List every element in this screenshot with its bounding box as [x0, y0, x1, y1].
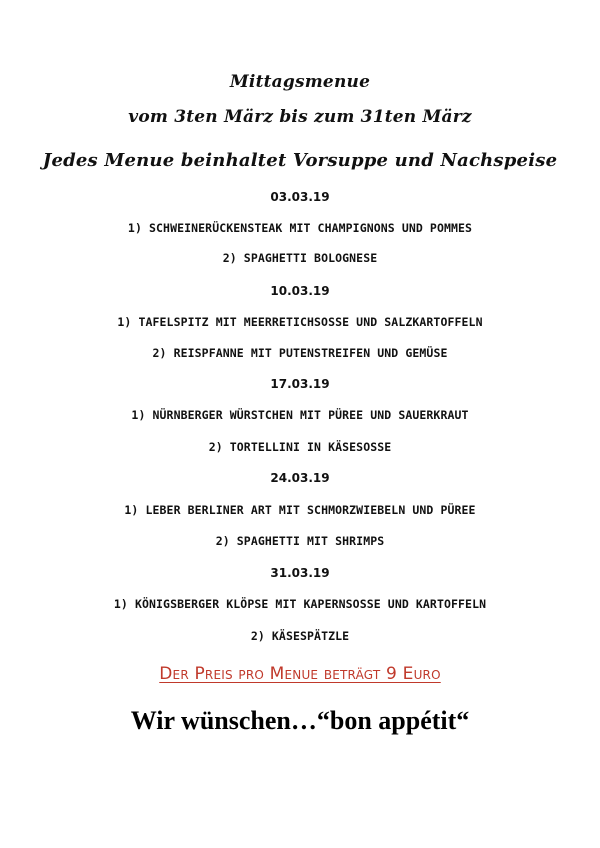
week-date: 03.03.19	[270, 190, 330, 204]
week-date: 17.03.19	[270, 377, 330, 391]
dish-item: 2) REISPFANNE MIT PUTENSTREIFEN UND GEMÜSE	[152, 346, 448, 360]
dish-item: 1) KÖNIGSBERGER KLÖPSE MIT KAPERNSOSSE UND KARTOFFELN	[113, 597, 487, 611]
menu-includes-note: Jedes Menue beinhaltet Vorsuppe und Nachspeise	[42, 150, 558, 171]
menu-period: vom 3ten März bis zum 31ten März	[128, 107, 472, 127]
dish-item: 2) KÄSESPÄTZLE	[250, 629, 350, 643]
week-date: 10.03.19	[270, 284, 330, 298]
menu-title: Mittagsmenue	[229, 72, 371, 92]
closing-greeting: Wir wünschen…“bon appétit“	[130, 706, 470, 735]
dish-item: 1) SCHWEINERÜCKENSTEAK MIT CHAMPIGNONS UND POMMES	[127, 221, 473, 235]
dish-item: 1) NÜRNBERGER WÜRSTCHEN MIT PÜREE UND SAUERKRAUT	[131, 408, 469, 422]
dish-item: 2) TORTELLINI IN KÄSESOSSE	[208, 440, 392, 454]
dish-item: 2) SPAGHETTI BOLOGNESE	[222, 251, 378, 265]
week-date: 24.03.19	[270, 471, 330, 485]
dish-item: 1) LEBER BERLINER ART MIT SCHMORZWIEBELN UND PÜREE	[124, 503, 476, 517]
price-notice: Der Preis pro Menue beträgt 9 Euro	[159, 664, 441, 684]
dish-item: 2) SPAGHETTI MIT SHRIMPS	[215, 534, 385, 548]
dish-item: 1) TAFELSPITZ MIT MEERRETICHSOSSE UND SALZKARTOFFELN	[117, 315, 483, 329]
week-date: 31.03.19	[270, 566, 330, 580]
